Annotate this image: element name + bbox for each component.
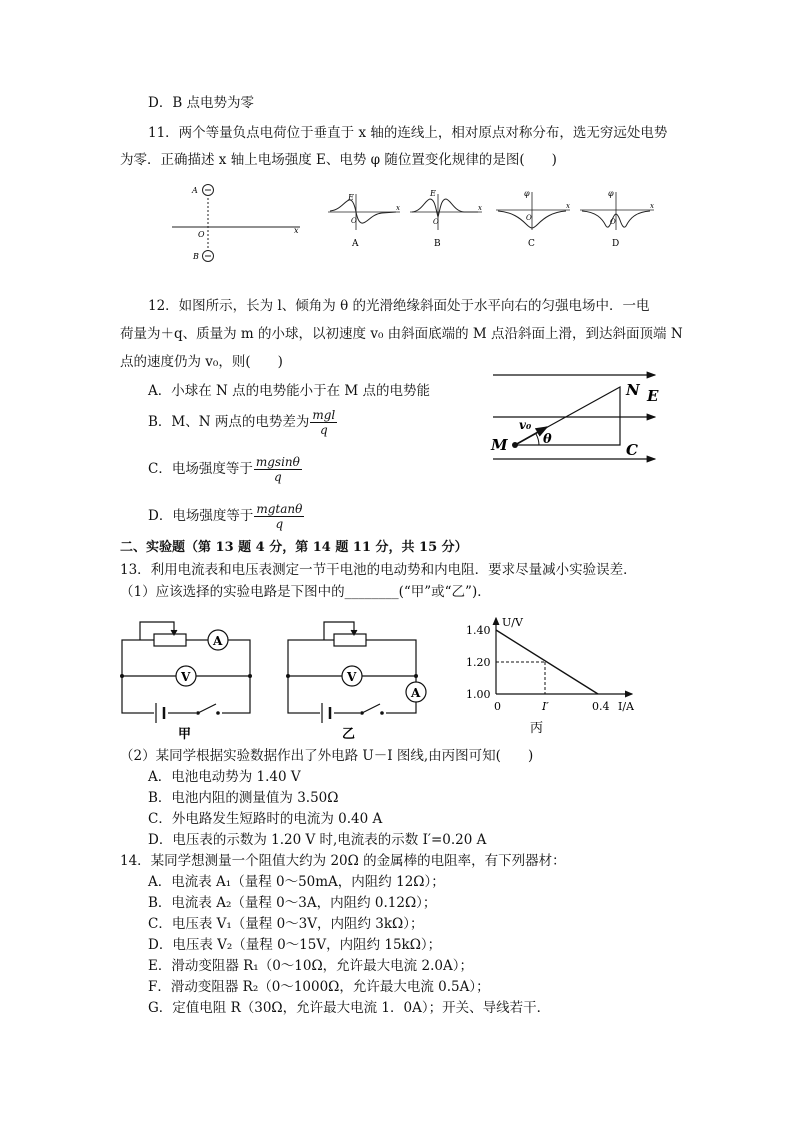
q14-item-g: G．定值电阻 R（30Ω，允许最大电流 1．0A）；开关、导线若干． — [148, 1000, 551, 1016]
q13-part1: （1）应该选择的实验电路是下图中的________(“甲”或“乙”)． — [120, 584, 491, 600]
xtick-0-4: 0.4 — [592, 700, 610, 713]
field-e-label: E — [647, 387, 659, 405]
q14-item-b: B．电流表 A₂（量程 0～3A，内阻约 0.12Ω）； — [148, 895, 437, 911]
q14-item-e: E．滑动变阻器 R₁（0～10Ω，允许最大电流 2.0A）； — [148, 958, 473, 974]
ammeter-a: A — [213, 634, 223, 648]
xtick-0: 0 — [494, 700, 501, 713]
svg-text:x: x — [566, 202, 570, 210]
u-i-graph — [460, 612, 660, 742]
graph-bing-label: 丙 — [530, 721, 544, 736]
q11-graph-b — [410, 189, 482, 249]
q14-item-a: A．电流表 A₁（量程 0～50mA，内阻约 12Ω）； — [148, 874, 445, 890]
q13-option-d[interactable]: D．电压表的示数为 1.20 V 时,电流表的示数 I′=0.20 A — [148, 832, 487, 848]
ammeter-a-2: A — [411, 686, 421, 700]
ytick-1-40: 1.40 — [466, 624, 491, 637]
origin-label: O — [198, 230, 205, 239]
q12-option-d[interactable]: D．电场强度等于 $\frac{mgtan\theta}{q}$ — [148, 502, 303, 531]
q14-stem: 14．某同学想测量一个阻值大约为 20Ω 的金属棒的电阻率，有下列器材： — [120, 853, 566, 869]
graph-a-label: A — [352, 239, 359, 249]
q12-stem-line3: 点的速度仍为 v₀，则( ) — [120, 354, 283, 370]
svg-text:φ: φ — [608, 189, 614, 198]
svg-text:x: x — [396, 204, 400, 212]
voltmeter-v-2: V — [347, 670, 357, 684]
q14-item-f: F．滑动变阻器 R₂（0～1000Ω，允许最大电流 0.5A）； — [148, 979, 490, 995]
q13-stem: 13．利用电流表和电压表测定一节干电池的电动势和内电阻．要求尽量减小实验误差． — [120, 562, 637, 578]
charge-a-label: A — [192, 186, 198, 195]
circuit-yi — [284, 618, 434, 742]
svg-text:O: O — [610, 218, 616, 226]
q11-graph-d — [580, 189, 654, 249]
graph-d-label: D — [612, 239, 620, 249]
q11-graph-a — [328, 193, 400, 249]
q13-option-b[interactable]: B．电池内阻的测量值为 3.50Ω — [148, 790, 339, 806]
q12-option-a[interactable]: A．小球在 N 点的电势能小于在 M 点的电势能 — [148, 383, 431, 399]
theta-label: θ — [543, 432, 552, 447]
q11-graph-c — [496, 189, 570, 249]
graph-x-label: I/A — [618, 700, 634, 713]
svg-text:O: O — [433, 218, 439, 226]
circuit-jia-label: 甲 — [178, 727, 192, 742]
q11-figure — [160, 180, 670, 270]
q10-option-d[interactable]: D．B 点电势为零 — [148, 95, 255, 111]
svg-text:O: O — [526, 214, 532, 222]
point-m-label: M — [491, 436, 508, 454]
graph-y-label: U/V — [502, 616, 523, 629]
ytick-1-00: 1.00 — [466, 688, 491, 701]
graph-b-label: B — [434, 239, 441, 249]
xtick-i-prime: I′ — [542, 700, 549, 713]
q12-option-c[interactable]: C．电场强度等于 $\frac{mgsin\theta}{q}$ — [148, 455, 300, 484]
q11-stem-line2: 为零．正确描述 x 轴上电场强度 E、电势 φ 随位置变化规律的是图( ) — [120, 152, 557, 168]
q12-stem-line1: 12．如图所示，长为 l、倾角为 θ 的光滑绝缘斜面处于水平向右的匀强电场中．一电 — [148, 298, 650, 314]
circuit-yi-label: 乙 — [342, 727, 356, 742]
voltmeter-v: V — [181, 670, 191, 684]
svg-text:x: x — [478, 204, 482, 212]
q12-option-b[interactable]: B．M、N 两点的电势差为 $\frac{\text{mgl}}{q}$ — [148, 408, 336, 437]
graph-c-label: C — [528, 239, 535, 249]
q12-incline-figure — [485, 365, 670, 470]
q13-part2: （2）某同学根据实验数据作出了外电路 U－I 图线,由丙图可知( ) — [120, 748, 534, 764]
svg-text:E: E — [348, 193, 354, 202]
x-axis-label: x — [294, 226, 299, 235]
ytick-1-20: 1.20 — [466, 656, 491, 669]
section-2-title: 二、实验题（第 13 题 4 分，第 14 题 11 分，共 15 分） — [120, 540, 468, 555]
charge-b-label: B — [193, 252, 199, 261]
circuit-jia — [118, 618, 258, 742]
svg-text:E: E — [430, 189, 436, 198]
svg-text:φ: φ — [524, 189, 530, 198]
v0-label: v₀ — [519, 418, 532, 432]
q12-stem-line2: 荷量为＋q、质量为 m 的小球，以初速度 v₀ 由斜面底端的 M 点沿斜面上滑，到达斜面顶端 N — [120, 326, 683, 342]
point-n-label: N — [626, 381, 640, 399]
point-c-label: C — [626, 441, 638, 459]
svg-text:O: O — [351, 217, 357, 225]
q13-option-a[interactable]: A．电池电动势为 1.40 V — [148, 769, 301, 785]
q14-item-c: C．电压表 V₁（量程 0～3V，内阻约 3kΩ）； — [148, 916, 424, 932]
q11-stem-line1: 11．两个等量负点电荷位于垂直于 x 轴的连线上，相对原点对称分布，选无穷远处电势 — [148, 125, 668, 141]
svg-text:x: x — [650, 202, 654, 210]
q14-item-d: D．电压表 V₂（量程 0～15V，内阻约 15kΩ）； — [148, 937, 442, 953]
q13-option-c[interactable]: C．外电路发生短路时的电流为 0.40 A — [148, 811, 383, 827]
